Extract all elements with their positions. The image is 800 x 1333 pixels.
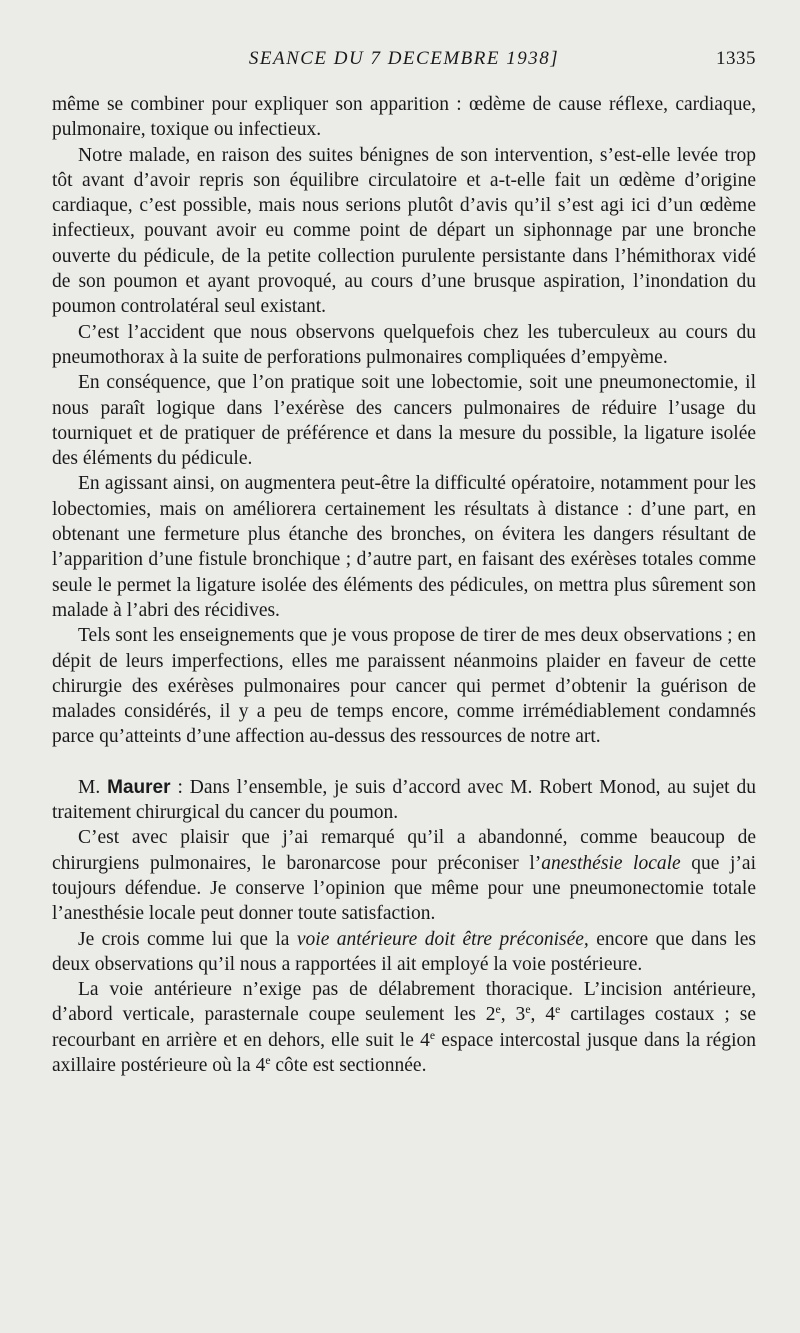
text-run: , 4: [530, 1004, 556, 1026]
running-title: SEANCE DU 7 DECEMBRE 1938]: [248, 48, 560, 69]
text-run: côte est sectionnée.: [270, 1054, 427, 1076]
running-head: [52, 48, 756, 78]
paragraph: [52, 825, 756, 926]
text-run: cartilages costaux ; se recourbant en arrière et en dehors, elle suit le 4: [52, 1004, 756, 1051]
ordinal-superscript: e: [429, 1028, 436, 1042]
paragraph: Notre malade, en raison des suites bénignes de son intervention, s’est-elle levée trop tôt avant d’avoir repris son équilibre circulatoire et a-t-elle fait un œdème d’origine cardiaque, c’est possible, mais nous serions plutôt d’avis qu’il s’est agi ici d’un œdème infectieux, pouvant avoir eu comme point de départ un siphonnage par une bronche ouverte du pédicule, de la petite collection purulente persistante dans l’hémithorax vidé de son poumon et ayant provoqué, au cours d’une brusque aspiration, l’inondation du poumon controlatéral seul existant.: [52, 144, 756, 318]
speaker-name: Maurer: [107, 776, 171, 798]
paragraph: Tels sont les enseignements que je vous propose de tirer de mes deux observations ; en dépit de leurs imperfections, elles me paraissent néanmoins plaider en faveur de cette chirurgie des exérèses pulmonaires pour cancer qui permet d’obtenir la guérison de malades considérés, il y a peu de temps encore, comme irrémédiablement condamnés parce qu’atteints d’une affection au-dessus des ressources de notre art.: [52, 625, 756, 748]
text-run: que j’ai toujours défendue. Je conserve l’opinion que même pour une pneumonectomie totale l’anesthésie locale peut donner toute satisfaction.: [52, 852, 756, 925]
text-run: Je crois comme lui que la: [78, 928, 297, 950]
ordinal-superscript: e: [555, 1003, 561, 1017]
paragraph: [52, 927, 756, 978]
italic-run: voie antérieure doit être préconisée,: [296, 928, 589, 950]
text-run: encore que dans les deux observations qu’il nous a rapportées il ait employé la voie postérieure.: [52, 928, 756, 975]
text-run: La voie antérieure n’exige pas de délabrement thoracique. L’incision antérieure, d’abord verticale, parasternale coupe seulement les 2: [52, 979, 756, 1026]
paragraph: C’est l’accident que nous observons quelquefois chez les tuberculeux au cours du pneumothorax à la suite de perforations pulmonaires compliquées d’empyème.: [52, 321, 756, 368]
italic-run: anesthésie locale: [541, 852, 681, 874]
paragraph: En conséquence, que l’on pratique soit une lobectomie, soit une pneumonectomie, il nous paraît logique dans l’exérèse des cancers pulmonaires de réduire l’usage du tourniquet et de pratiquer de préférence et dans la mesure du possible, la ligature isolée des éléments du pédicule.: [52, 372, 756, 470]
paragraph: même se combiner pour expliquer son apparition : œdème de cause réflexe, cardiaque, pulmonaire, toxique ou infectieux.: [52, 94, 756, 141]
text-run: C’est avec plaisir que j’ai remarqué qu’il a abandonné, comme beaucoup de chirurgiens pulmonaires, le baronarcose pour préconiser l’: [52, 827, 756, 874]
page-number: 1335: [716, 48, 756, 69]
speaker-text: : Dans l’ensemble, je suis d’accord avec M. Robert Monod, au sujet du traitement chirurgical du cancer du poumon.: [52, 776, 757, 824]
discussion-paragraph: [52, 775, 756, 826]
ordinal-superscript: e: [495, 1003, 501, 1017]
paragraph: [52, 977, 756, 1078]
ordinal-superscript: e: [265, 1053, 271, 1067]
text-run: espace intercostal jusque dans la région axillaire postérieure où la 4: [52, 1029, 756, 1076]
ordinal-superscript: e: [525, 1003, 531, 1017]
body-text: [52, 92, 756, 1078]
journal-page: [52, 48, 756, 1078]
paragraph: En agissant ainsi, on augmentera peut-être la difficulté opératoire, notamment pour les lobectomies, mais on améliorera certainement les résultats à distance : d’une part, en obtenant une fermeture plus étanche des bronches, on évitera les dangers résultant de l’apparition d’une fistule bronchique ; d’autre part, en faisant des exérèses totales comme seule le permet la ligature isolée des éléments des pédicules, on mettra plus sûrement son malade à l’abri des récidives.: [52, 473, 756, 621]
text-run: , 3: [500, 1004, 526, 1026]
speaker-prefix: M.: [78, 776, 101, 798]
